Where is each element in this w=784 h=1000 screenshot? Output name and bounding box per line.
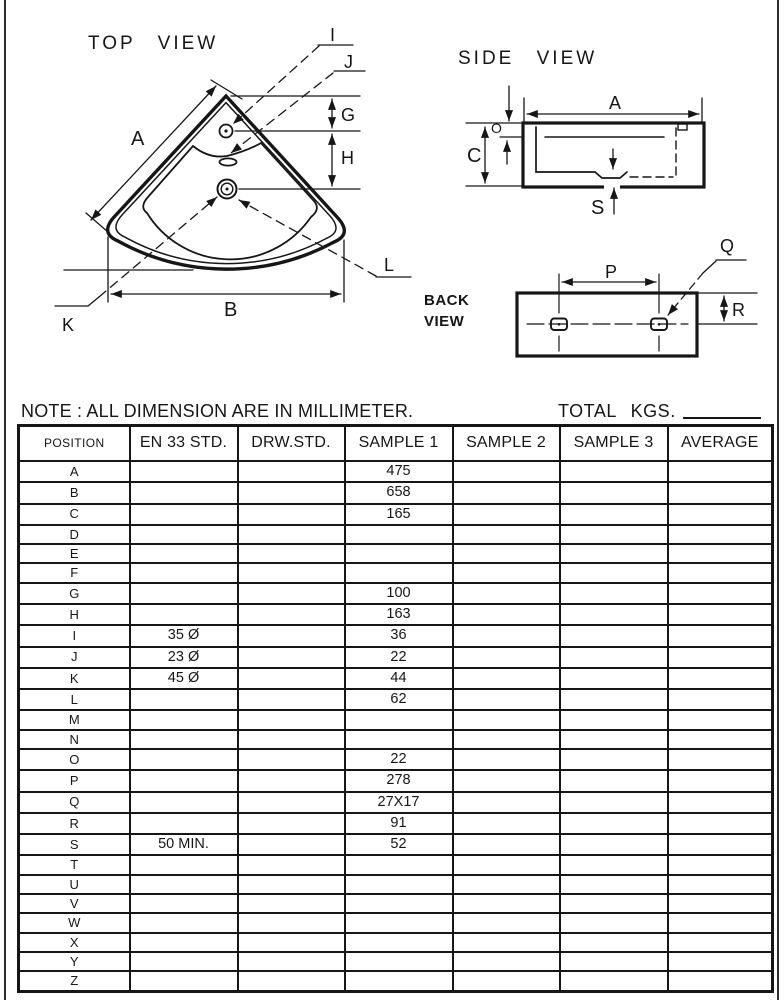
- cell-sample3: [560, 689, 668, 710]
- cell-sample1: 91: [345, 813, 453, 834]
- label-side-a: A: [609, 93, 622, 113]
- cell-sample2: [453, 689, 560, 710]
- table-row: [19, 689, 773, 710]
- cell-position: X: [19, 933, 130, 952]
- cell-sample3: [560, 792, 668, 813]
- cell-sample3: [560, 544, 668, 563]
- cell-sample3: [560, 710, 668, 729]
- cell-position: J: [19, 647, 130, 668]
- cell-sample3: [560, 730, 668, 749]
- table-row: [19, 749, 773, 770]
- cell-sample2: [453, 461, 560, 482]
- cell-average: [668, 913, 773, 932]
- label-c: C: [467, 145, 482, 167]
- note-text: NOTE : ALL DIMENSION ARE IN MILLIMETER.: [21, 401, 414, 421]
- cell-sample1: 165: [345, 504, 453, 525]
- cell-drw-std: [238, 730, 345, 749]
- cell-average: [668, 583, 773, 604]
- cell-en33-std: [130, 689, 238, 710]
- cell-sample2: [453, 647, 560, 668]
- cell-sample1: 27X17: [345, 792, 453, 813]
- table-row: [19, 971, 773, 991]
- cell-sample2: [453, 482, 560, 503]
- cell-average: [668, 604, 773, 625]
- cell-sample1: 22: [345, 647, 453, 668]
- cell-sample1: [345, 855, 453, 874]
- overflow-hole: [220, 158, 237, 165]
- cell-en33-std: [130, 583, 238, 604]
- cell-en33-std: [130, 792, 238, 813]
- cell-en33-std: [130, 525, 238, 544]
- cell-position: G: [19, 583, 130, 604]
- cell-en33-std: [130, 482, 238, 503]
- cell-sample2: [453, 749, 560, 770]
- table-header-row: [19, 426, 773, 462]
- cell-sample2: [453, 875, 560, 894]
- drain-hole: [218, 180, 237, 199]
- total-kgs-label: TOTAL KGS.: [558, 401, 676, 421]
- cell-en33-std: [130, 971, 238, 991]
- label-h: H: [341, 148, 354, 168]
- table-row: [19, 813, 773, 834]
- cell-sample3: [560, 855, 668, 874]
- table-row: [19, 525, 773, 544]
- cell-en33-std: 45 Ø: [130, 668, 238, 689]
- cell-sample1: [345, 710, 453, 729]
- cell-en33-std: [130, 749, 238, 770]
- back-view-title-line1: BACK: [424, 292, 470, 309]
- cell-sample1: 278: [345, 770, 453, 791]
- table-row: [19, 933, 773, 952]
- cell-sample1: 475: [345, 461, 453, 482]
- cell-sample3: [560, 668, 668, 689]
- side-view-dimension-lines: [466, 86, 702, 214]
- cell-sample2: [453, 544, 560, 563]
- cell-drw-std: [238, 583, 345, 604]
- cell-average: [668, 730, 773, 749]
- header-en33-std: EN 33 STD.: [130, 426, 238, 462]
- cell-sample1: 52: [345, 834, 453, 855]
- cell-sample3: [560, 770, 668, 791]
- cell-sample3: [560, 834, 668, 855]
- cell-en33-std: [130, 604, 238, 625]
- cell-position: Q: [19, 792, 130, 813]
- cell-position: S: [19, 834, 130, 855]
- total-kgs-blank-line: [683, 417, 761, 419]
- cell-position: M: [19, 710, 130, 729]
- cell-sample2: [453, 563, 560, 582]
- top-view-dimension-lines: [55, 45, 411, 306]
- cell-average: [668, 933, 773, 952]
- header-drw-std: DRW.STD.: [238, 426, 345, 462]
- cell-sample1: 100: [345, 583, 453, 604]
- cell-en33-std: [130, 952, 238, 971]
- cell-average: [668, 770, 773, 791]
- leader-i: [233, 46, 319, 124]
- cell-sample1: 44: [345, 668, 453, 689]
- dimension-table: [17, 424, 774, 993]
- header-sample2: SAMPLE 2: [453, 426, 560, 462]
- cell-position: V: [19, 894, 130, 913]
- cell-drw-std: [238, 875, 345, 894]
- table-row: [19, 952, 773, 971]
- cell-en33-std: [130, 461, 238, 482]
- cell-average: [668, 813, 773, 834]
- cell-sample1: [345, 730, 453, 749]
- cell-en33-std: [130, 933, 238, 952]
- header-position: POSITION: [19, 426, 130, 462]
- cell-position: U: [19, 875, 130, 894]
- cell-sample2: [453, 710, 560, 729]
- side-view-title: SIDE VIEW: [458, 48, 598, 69]
- label-o: O: [491, 120, 502, 136]
- cell-average: [668, 792, 773, 813]
- technical-drawing: [0, 0, 784, 425]
- cell-sample3: [560, 583, 668, 604]
- table-row: [19, 504, 773, 525]
- cell-sample3: [560, 875, 668, 894]
- cell-position: R: [19, 813, 130, 834]
- cell-sample3: [560, 749, 668, 770]
- table-row: [19, 792, 773, 813]
- cell-sample1: 36: [345, 625, 453, 646]
- cell-drw-std: [238, 913, 345, 932]
- table-row: [19, 647, 773, 668]
- cell-average: [668, 855, 773, 874]
- cell-sample1: [345, 913, 453, 932]
- label-k: K: [62, 315, 75, 335]
- header-sample1: SAMPLE 1: [345, 426, 453, 462]
- cell-sample1: 62: [345, 689, 453, 710]
- cell-position: Y: [19, 952, 130, 971]
- cell-en33-std: [130, 563, 238, 582]
- cell-drw-std: [238, 952, 345, 971]
- cell-en33-std: [130, 813, 238, 834]
- back-view: [424, 236, 757, 356]
- cell-drw-std: [238, 792, 345, 813]
- cell-position: O: [19, 749, 130, 770]
- cell-average: [668, 504, 773, 525]
- header-sample3: SAMPLE 3: [560, 426, 668, 462]
- cell-sample3: [560, 647, 668, 668]
- cell-position: F: [19, 563, 130, 582]
- table-row: [19, 583, 773, 604]
- cell-sample3: [560, 813, 668, 834]
- cell-sample3: [560, 563, 668, 582]
- cell-average: [668, 668, 773, 689]
- cell-sample2: [453, 913, 560, 932]
- cell-en33-std: [130, 504, 238, 525]
- label-j: J: [344, 52, 353, 72]
- header-average: AVERAGE: [668, 426, 773, 462]
- cell-en33-std: [130, 913, 238, 932]
- label-s: S: [591, 197, 605, 219]
- cell-drw-std: [238, 563, 345, 582]
- cell-average: [668, 952, 773, 971]
- cell-sample1: [345, 894, 453, 913]
- cell-drw-std: [238, 482, 345, 503]
- cell-drw-std: [238, 544, 345, 563]
- cell-average: [668, 625, 773, 646]
- cell-sample2: [453, 525, 560, 544]
- top-view-title: TOP VIEW: [88, 33, 219, 54]
- table-body: [19, 461, 773, 992]
- table-row: [19, 913, 773, 932]
- table-row: [19, 730, 773, 749]
- table-row: [19, 875, 773, 894]
- leader-j: [231, 73, 333, 153]
- cell-en33-std: [130, 544, 238, 563]
- cell-sample2: [453, 604, 560, 625]
- cell-position: A: [19, 461, 130, 482]
- faucet-hole: [220, 125, 233, 138]
- cell-average: [668, 544, 773, 563]
- cell-sample2: [453, 855, 560, 874]
- cell-drw-std: [238, 504, 345, 525]
- cell-sample2: [453, 792, 560, 813]
- cell-sample1: [345, 933, 453, 952]
- table-row: [19, 894, 773, 913]
- cell-en33-std: [130, 875, 238, 894]
- cell-average: [668, 689, 773, 710]
- cell-sample3: [560, 504, 668, 525]
- cell-en33-std: 50 MIN.: [130, 834, 238, 855]
- cell-sample2: [453, 770, 560, 791]
- top-view: [55, 25, 411, 335]
- cell-en33-std: [130, 894, 238, 913]
- cell-drw-std: [238, 647, 345, 668]
- cell-drw-std: [238, 933, 345, 952]
- cell-en33-std: [130, 710, 238, 729]
- cell-average: [668, 461, 773, 482]
- cell-en33-std: [130, 770, 238, 791]
- cell-sample1: 22: [345, 749, 453, 770]
- cell-en33-std: 23 Ø: [130, 647, 238, 668]
- cell-sample2: [453, 952, 560, 971]
- table-row: [19, 563, 773, 582]
- table-row: [19, 710, 773, 729]
- cell-drw-std: [238, 525, 345, 544]
- label-r: R: [732, 300, 745, 320]
- label-g: G: [341, 105, 356, 125]
- cell-sample3: [560, 625, 668, 646]
- cell-drw-std: [238, 604, 345, 625]
- cell-sample2: [453, 894, 560, 913]
- cell-average: [668, 563, 773, 582]
- cell-average: [668, 525, 773, 544]
- cell-average: [668, 482, 773, 503]
- leader-l: [239, 200, 376, 276]
- cell-sample1: [345, 971, 453, 991]
- cell-sample3: [560, 952, 668, 971]
- cell-average: [668, 647, 773, 668]
- label-a: A: [131, 128, 145, 150]
- cell-position: I: [19, 625, 130, 646]
- cell-sample2: [453, 834, 560, 855]
- table-row: [19, 604, 773, 625]
- table-row: [19, 482, 773, 503]
- cell-sample3: [560, 913, 668, 932]
- cell-position: Z: [19, 971, 130, 991]
- side-view-interior: [536, 124, 687, 178]
- cell-drw-std: [238, 813, 345, 834]
- back-view-title-line2: VIEW: [424, 313, 465, 330]
- cell-average: [668, 834, 773, 855]
- cell-sample2: [453, 971, 560, 991]
- cell-average: [668, 710, 773, 729]
- basin-outline: [108, 96, 345, 269]
- table-row: [19, 544, 773, 563]
- cell-sample1: [345, 875, 453, 894]
- cell-sample1: [345, 544, 453, 563]
- cell-sample2: [453, 813, 560, 834]
- label-l: L: [384, 255, 395, 275]
- cell-sample2: [453, 625, 560, 646]
- table-row: [19, 770, 773, 791]
- table-row: [19, 625, 773, 646]
- table-row: [19, 668, 773, 689]
- cell-average: [668, 875, 773, 894]
- cell-drw-std: [238, 710, 345, 729]
- cell-sample3: [560, 933, 668, 952]
- cell-position: T: [19, 855, 130, 874]
- back-view-centerlines: [527, 274, 688, 351]
- cell-drw-std: [238, 461, 345, 482]
- cell-drw-std: [238, 749, 345, 770]
- cell-sample2: [453, 583, 560, 604]
- cell-drw-std: [238, 770, 345, 791]
- label-b: B: [224, 299, 238, 321]
- cell-en33-std: 35 Ø: [130, 625, 238, 646]
- cell-average: [668, 894, 773, 913]
- cell-drw-std: [238, 668, 345, 689]
- cell-sample1: [345, 952, 453, 971]
- drain-notch: [604, 184, 620, 190]
- cell-sample3: [560, 894, 668, 913]
- cell-sample1: 163: [345, 604, 453, 625]
- cell-position: D: [19, 525, 130, 544]
- cell-position: B: [19, 482, 130, 503]
- cell-average: [668, 749, 773, 770]
- cell-position: L: [19, 689, 130, 710]
- cell-sample3: [560, 604, 668, 625]
- cell-sample2: [453, 730, 560, 749]
- cell-sample1: 658: [345, 482, 453, 503]
- cell-sample3: [560, 482, 668, 503]
- cell-en33-std: [130, 855, 238, 874]
- cell-sample3: [560, 525, 668, 544]
- cell-sample2: [453, 504, 560, 525]
- cell-position: H: [19, 604, 130, 625]
- cell-sample2: [453, 933, 560, 952]
- cell-sample2: [453, 668, 560, 689]
- cell-drw-std: [238, 894, 345, 913]
- cell-position: N: [19, 730, 130, 749]
- cell-position: P: [19, 770, 130, 791]
- cell-en33-std: [130, 730, 238, 749]
- cell-drw-std: [238, 855, 345, 874]
- cell-average: [668, 971, 773, 991]
- cell-sample3: [560, 461, 668, 482]
- label-p: P: [605, 262, 618, 282]
- label-q: Q: [720, 236, 735, 256]
- cell-drw-std: [238, 834, 345, 855]
- cell-position: E: [19, 544, 130, 563]
- cell-sample3: [560, 971, 668, 991]
- table-row: [19, 461, 773, 482]
- table-row: [19, 855, 773, 874]
- side-view: [458, 48, 704, 219]
- cell-drw-std: [238, 689, 345, 710]
- cell-sample1: [345, 525, 453, 544]
- cell-sample1: [345, 563, 453, 582]
- cell-position: W: [19, 913, 130, 932]
- table-row: [19, 834, 773, 855]
- label-i: I: [330, 25, 336, 45]
- cell-drw-std: [238, 971, 345, 991]
- cell-position: C: [19, 504, 130, 525]
- cell-position: K: [19, 668, 130, 689]
- cell-drw-std: [238, 625, 345, 646]
